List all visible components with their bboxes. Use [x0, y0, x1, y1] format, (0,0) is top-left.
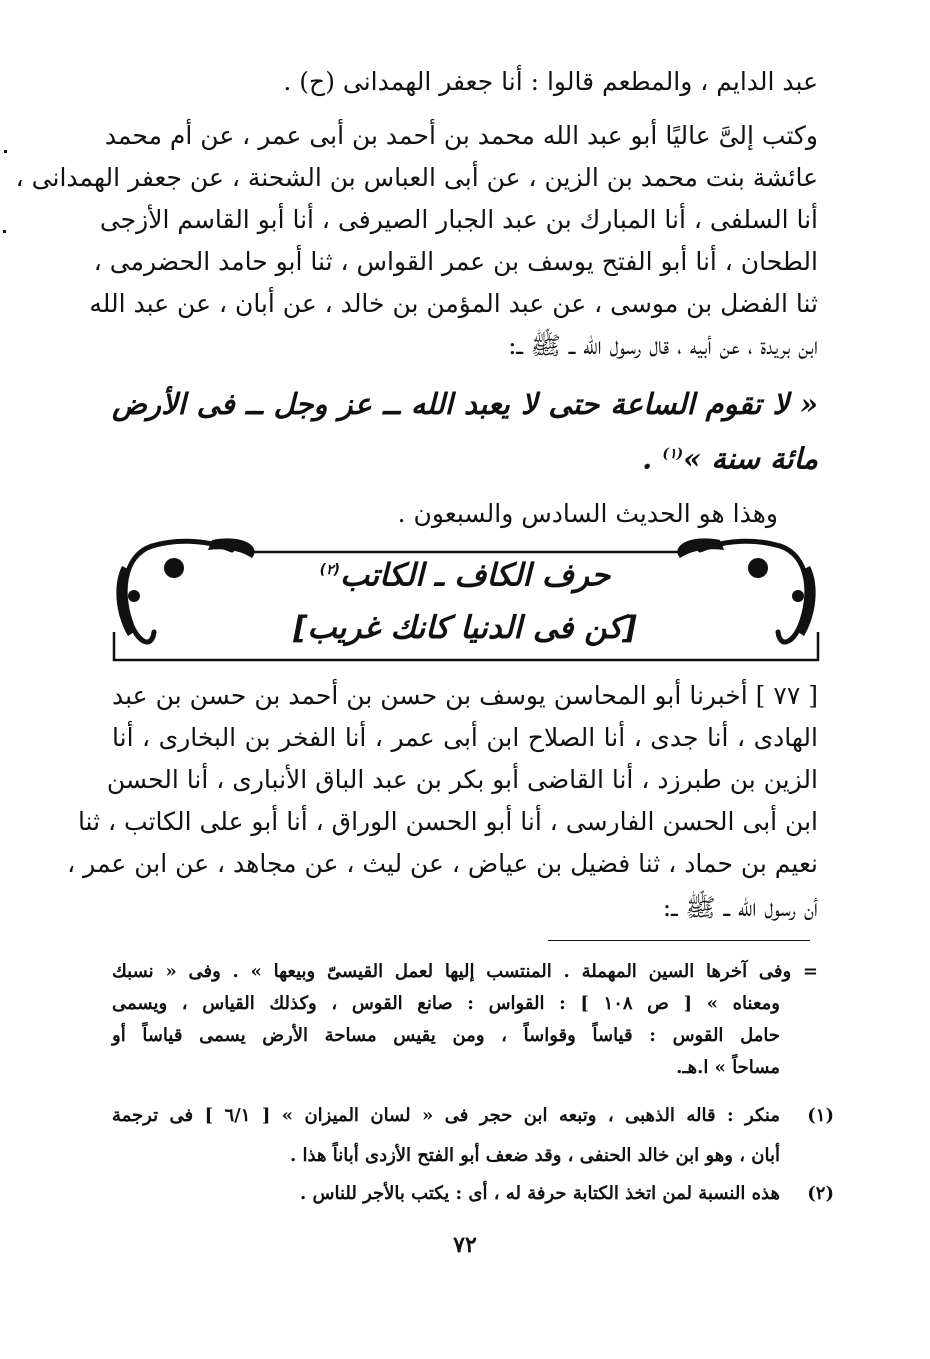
- footnote-number: (١): [807, 1105, 834, 1126]
- text-line: عائشة بنت محمد بن الزين ، عن أبى العباس بن الشحنة ، عن جعفر الهمدانى ،: [15, 163, 818, 192]
- footnote-separator: [548, 940, 810, 941]
- footnote-line: هذه النسبة لمن اتخذ الكتابة حرفة له ، أى : يكتب بالأجر للناس .: [299, 1183, 780, 1204]
- text-line: الزين بن طبرزد ، أنا القاضى أبو بكر بن عبد الباق الأنبارى ، أنا الحسن: [106, 765, 818, 794]
- footnote-ref: (١): [662, 446, 684, 462]
- hadith-line-end: [112, 430, 818, 483]
- footnote-line: أبان ، وهو ابن خالد الحنفى ، وقد ضعف أبو الفتح الأزدى أباناً هذا .: [289, 1145, 780, 1166]
- hadith-line: « لا تقوم الساعة حتى لا يعبد الله ــ عز وجل ــ فى الأرض: [112, 387, 818, 421]
- text-line: ابن بريدة ، عن أبيه ، قال رسول الله ــ ﷺ ــ:: [508, 331, 818, 360]
- text-line: ابن أبى الحسن الفارسى ، أنا أبو الحسن الوراق ، أنا أبو على الكاتب ، ثنا: [77, 807, 818, 836]
- hadith-period: .: [642, 441, 663, 476]
- footnote-line: = وفى آخرها السين المهملة . المنتسب إليها لعمل القيسىّ وبيعها » . وفى « نسبك: [112, 961, 818, 982]
- text-line: الطحان ، أنا أبو الفتح يوسف بن عمر القواس ، ثنا أبو حامد الحضرمى ،: [93, 247, 818, 276]
- text-line: ثنا الفضل بن موسى ، عن عبد المؤمن بن خالد ، عن أبان ، عن عبد الله: [89, 289, 818, 318]
- text-line: أن رسول الله ــ ﷺ ــ:: [662, 893, 818, 922]
- chapter-subtitle: [كن فى الدنيا كانك غريب]: [293, 610, 637, 646]
- text-line: عبد الدايم ، والمطعم قالوا : أنا جعفر الهمدانى (ح) .: [283, 67, 818, 96]
- footnote-ref: (٢): [319, 562, 341, 578]
- text-line: وكتب إلىَّ عاليًا أبو عبد الله محمد بن أحمد بن أبى عمر ، عن أم محمد: [104, 121, 818, 150]
- text-line: نعيم بن حماد ، ثنا فضيل بن عياض ، عن ليث ، عن مجاهد ، عن ابن عمر ،: [67, 849, 818, 878]
- page-number: ٧٢: [453, 1232, 477, 1258]
- footnote-number: (٢): [807, 1183, 834, 1204]
- scan-speck: [4, 150, 7, 153]
- footnote-line: ومعناه » [ ص ١٠٨ ] : القواس : صانع القوس ، وكذلك القياس ، ويسمى: [112, 993, 780, 1014]
- footnote-line: حامل القوس : قياساً وقواساً ، ومن يقيس مساحة الأرض يسمى قياساً أو: [112, 1025, 780, 1046]
- footnote-line: مساحاً » ا.هـ.: [676, 1057, 780, 1078]
- chapter-title: [0, 548, 930, 597]
- closing-line: وهذا هو الحديث السادس والسبعون .: [397, 499, 778, 528]
- text-line: الهادى ، أنا جدى ، أنا الصلاح ابن أبى عمر ، أنا الفخر بن البخارى ، أنا: [112, 723, 818, 752]
- text-line: [ ٧٧ ] أخبرنا أبو المحاسن يوسف بن حسن بن أحمد بن حسن بن عبد: [112, 681, 819, 710]
- chapter-title-text: حرف الكاف ـ الكاتب: [340, 557, 611, 594]
- scan-speck: [3, 230, 6, 233]
- footnote-line: منكر : قاله الذهبى ، وتبعه ابن حجر فى « لسان الميزان » [ ٦/١ ] فى ترجمة: [112, 1105, 780, 1126]
- text-line: أنا السلفى ، أنا المبارك بن عبد الجبار الصيرفى ، أنا أبو القاسم الأزجى: [99, 205, 818, 234]
- hadith-text: مائة سنة »: [683, 441, 818, 476]
